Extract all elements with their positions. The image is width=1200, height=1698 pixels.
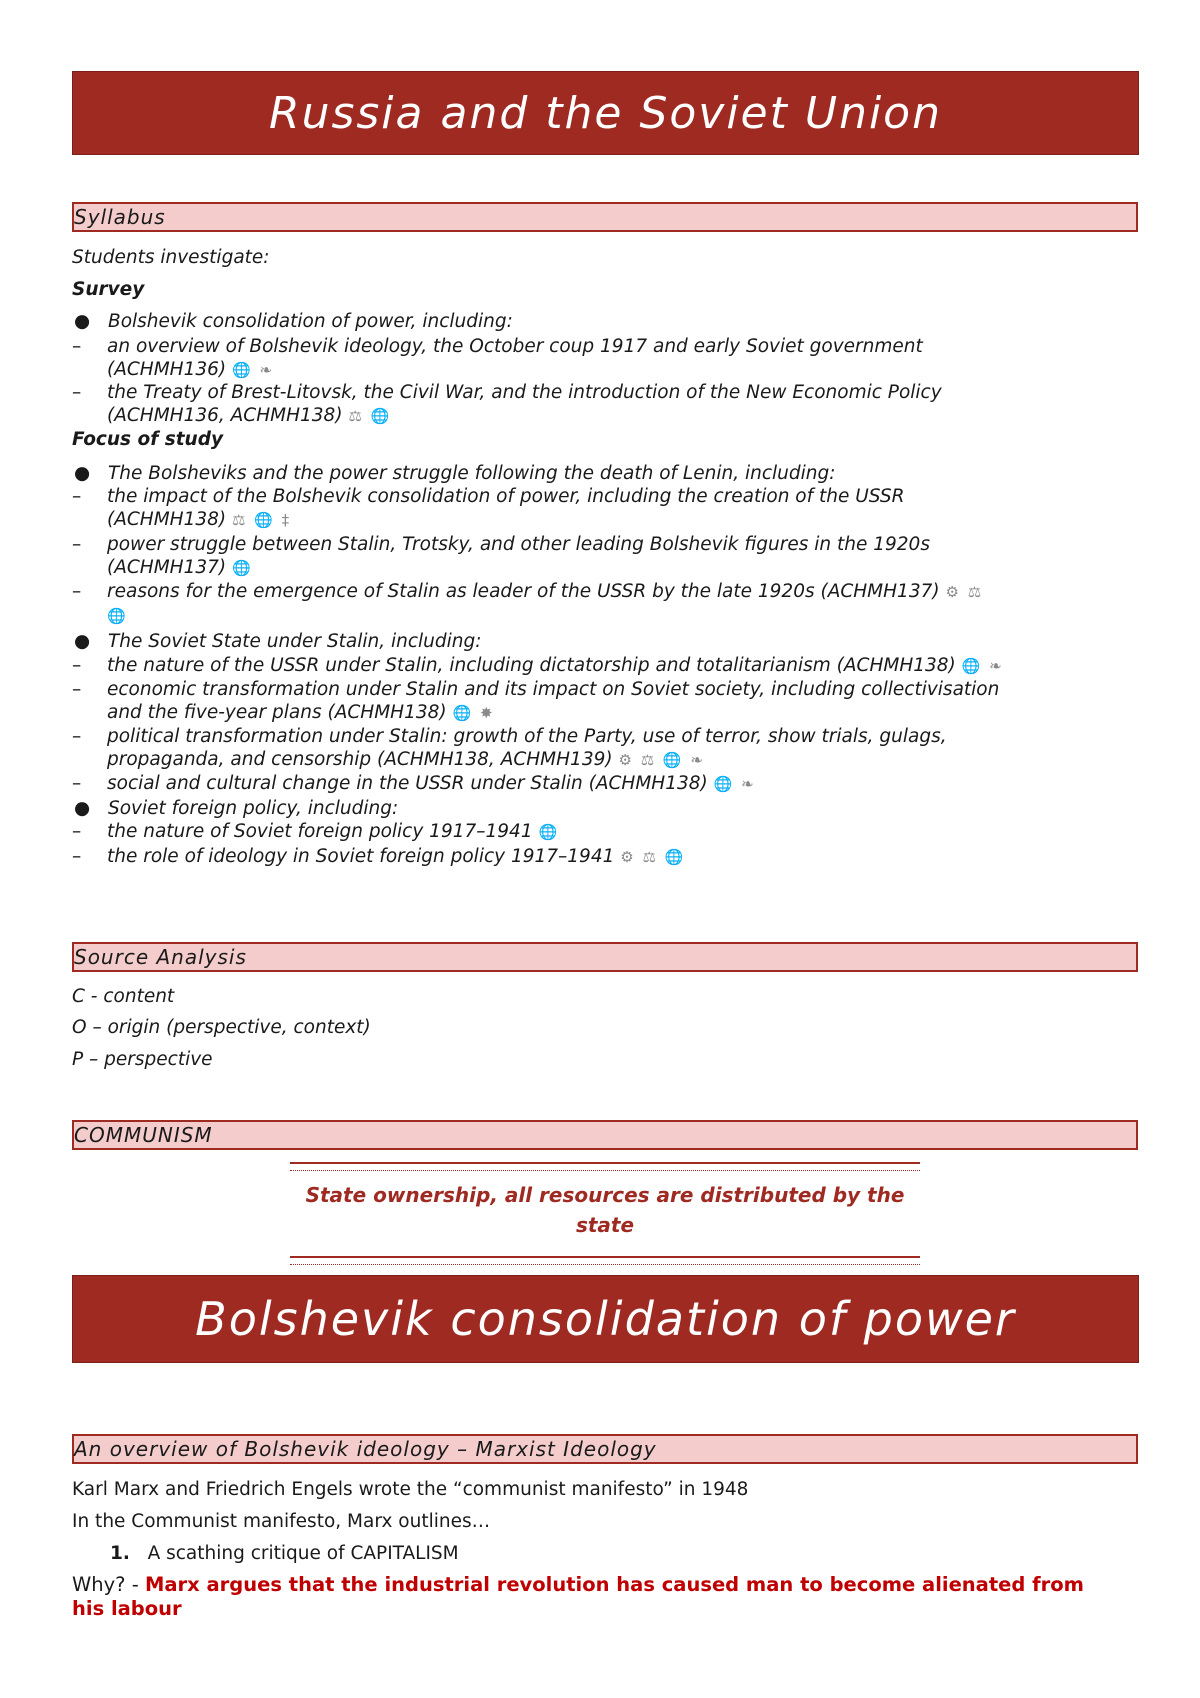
quote-rule-bottom [290, 1256, 920, 1265]
focus-heading: Focus of study [72, 429, 224, 450]
globe-icon: 🌐 [107, 607, 128, 625]
quote-rule-top [290, 1162, 920, 1171]
page-title-banner [73, 72, 1138, 154]
overview-heading: An overview of Bolshevik ideology – Marxist Ideology [72, 1434, 1138, 1464]
source-analysis-line-p: P – perspective [72, 1049, 213, 1070]
survey-heading: Survey [72, 279, 145, 300]
bullet-dot: ● [74, 311, 91, 332]
communism-heading: COMMUNISM [72, 1120, 1138, 1150]
source-analysis-heading: Source Analysis [72, 942, 1138, 972]
gear-icon: ⚙ ⚖ 🌐 ❧ [618, 751, 705, 769]
communism-quote: State ownership, all resources are distributed by the state [305, 1183, 905, 1237]
scales-icon: ⚖ 🌐 ‡ [232, 511, 292, 529]
globe-icon: 🌐 ✸ [452, 704, 495, 722]
page-title: Russia and the Soviet Union [269, 87, 942, 139]
syllabus-intro: Students investigate: [72, 247, 270, 268]
overview-list-item: 1. A scathing critique of CAPITALISM [110, 1543, 459, 1564]
syllabus-heading: Syllabus [72, 202, 1138, 232]
section-title-banner [73, 1276, 1138, 1362]
globe-icon: 🌐 [538, 823, 560, 841]
overview-why: Why? - Marx argues that the industrial revolution has caused man to become alienated from his labour [72, 1573, 1084, 1620]
globe-icon: 🌐 ❧ [232, 361, 275, 379]
gear-icon: ⚙ ⚖ [945, 583, 984, 601]
scales-icon: ⚖ 🌐 [348, 407, 392, 425]
globe-icon: 🌐 ❧ [961, 657, 1004, 675]
overview-line-2: In the Communist manifesto, Marx outlines… [72, 1511, 491, 1532]
source-analysis-line-c: C - content [72, 986, 175, 1007]
globe-icon: 🌐 [232, 559, 253, 577]
gear-icon: ⚙ ⚖ 🌐 [620, 848, 686, 866]
section-title: Bolshevik consolidation of power [195, 1292, 1016, 1346]
globe-icon: 🌐 ❧ [713, 775, 756, 793]
source-analysis-line-o: O – origin (perspective, context) [72, 1017, 371, 1038]
overview-line-1: Karl Marx and Friedrich Engels wrote the “communist manifesto” in 1948 [72, 1479, 749, 1500]
